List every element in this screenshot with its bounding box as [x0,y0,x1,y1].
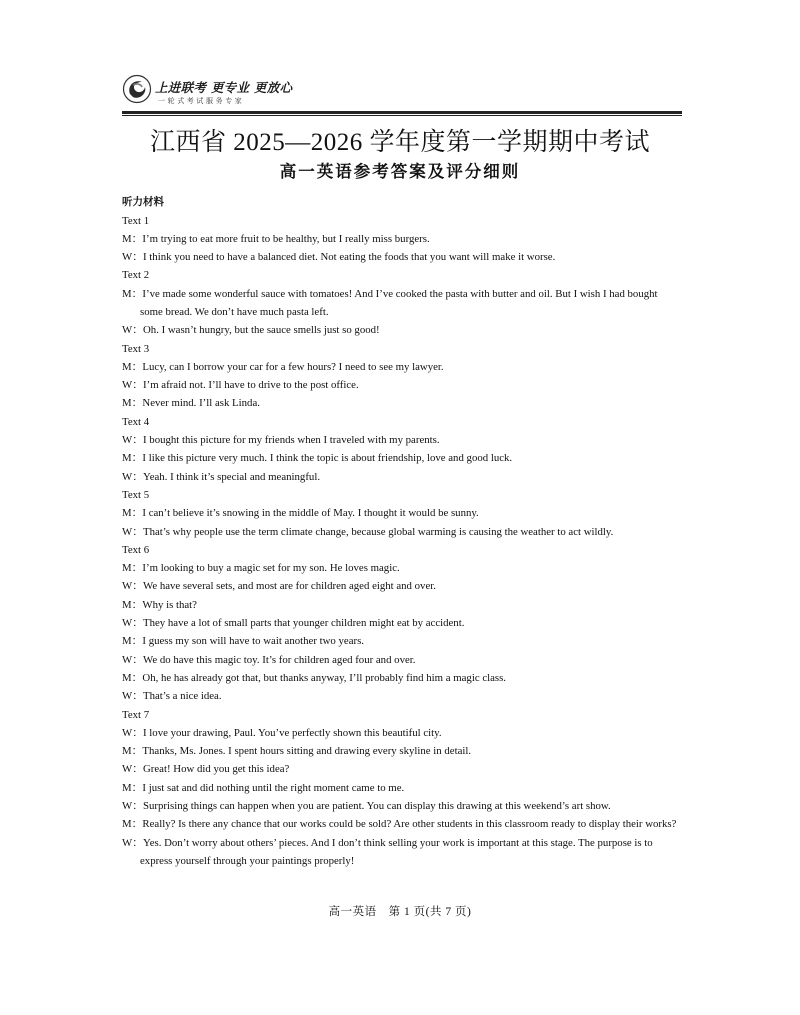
speaker-label: M [122,452,132,465]
speaker-separator: ： [131,360,143,373]
dialogue-text: I’m looking to buy a magic set for my son. He loves magic. [142,562,400,575]
listening-material [122,193,682,870]
speaker-separator: ： [131,598,143,611]
text-label: Text 5 [122,488,150,501]
speaker-separator: ： [132,580,143,593]
speaker-label: W [122,653,133,666]
dialogue-line [122,779,682,797]
speaker-separator: ： [131,287,143,300]
speaker-label: M [122,781,132,794]
dialogue-line [122,632,682,650]
text-label: Text 6 [122,543,150,556]
speaker-separator: ： [132,470,143,483]
dialogue-line [122,468,682,486]
speaker-label: W [122,525,133,538]
speaker-separator: ： [132,324,143,337]
dialogue-line [122,834,682,871]
dialogue-text: We do have this magic toy. It’s for children aged four and over. [143,653,416,666]
speaker-label: W [122,434,133,447]
dialogue-text: Great! How did you get this idea? [143,763,290,776]
speaker-label: W [122,836,133,849]
dialogue-text: I’ve made some wonderful sauce with tomatoes! And I’ve cooked the pasta with butter and oil. But I wish I had bought some bread. We don’t have much pasta left. [140,287,658,318]
speaker-separator: ： [132,525,143,538]
speaker-separator: ： [132,726,143,739]
page-header [122,74,682,114]
speaker-label: W [122,580,133,593]
dialogue-text: I’m trying to eat more fruit to be healthy, but I really miss burgers. [142,232,430,245]
speaker-label: M [122,360,132,373]
dialogue-line [122,724,682,742]
dialogue-line [122,449,682,467]
speaker-separator: ： [132,763,143,776]
speaker-separator: ： [131,397,143,410]
section-label: 听力材料 [122,196,164,208]
speaker-label: W [122,617,133,630]
dialogue-text: I can’t believe it’s snowing in the middle of May. I thought it would be sunny. [142,507,479,520]
dialogue-text: We have several sets, and most are for children aged eight and over. [143,580,436,593]
speaker-label: W [122,470,133,483]
speaker-label: W [122,251,133,264]
dialogue-text: I like this picture very much. I think the topic is about friendship, love and good luck. [142,452,513,465]
dialogue-line [122,321,682,339]
dialogue-line [122,577,682,595]
dialogue-text: Never mind. I’ll ask Linda. [142,397,260,410]
speaker-label: M [122,745,132,758]
dialogue-line [122,523,682,541]
dialogue-line [122,687,682,705]
speaker-label: W [122,800,133,812]
speaker-label: M [122,397,132,410]
dialogue-line [122,504,682,522]
speaker-separator: ： [131,635,143,648]
dialogue-line [122,651,682,669]
dialogue-line [122,431,682,449]
speaker-separator: ： [131,818,143,831]
dialogue-text: Oh, he has already got that, but thanks anyway, I’ll probably find him a magic class. [142,671,507,684]
dialogue-text: Surprising things can happen when you are patient. You can display this drawing at this weekend’s art show. [143,800,611,812]
speaker-separator: ： [132,379,143,392]
speaker-separator: ： [131,781,143,794]
dialogue-text: That’s why people use the term climate change, because global warming is causing the weather to act wildly. [143,525,614,538]
dialogue-text: Really? Is there any chance that our works could be sold? Are other students in this classroom ready to display their works? [142,818,677,831]
speaker-label: W [122,726,133,739]
speaker-separator: ： [132,434,143,447]
speaker-label: M [122,818,132,831]
dialogue-line [122,596,682,614]
speaker-separator: ： [132,653,143,666]
speaker-separator: ： [132,800,143,812]
page-footer: 高一英语 第 1 页(共 7 页) [328,906,472,918]
dialogue-text: I think you need to have a balanced diet. Not eating the foods that you want will make it worse. [143,251,556,264]
speaker-label: M [122,287,132,300]
dialogue-line [122,248,682,266]
speaker-label: W [122,763,133,776]
header-rule-thick [122,111,682,114]
dialogue-text: Oh. I wasn’t hungry, but the sauce smells just so good! [143,324,380,337]
speaker-separator: ： [131,452,143,465]
speaker-separator: ： [131,232,143,245]
speaker-label: M [122,507,132,520]
dialogue-text: Thanks, Ms. Jones. I spent hours sitting and drawing every skyline in detail. [142,745,472,758]
dialogue-text: That’s a nice idea. [143,690,222,703]
dialogue-line [122,559,682,577]
speaker-separator: ： [132,251,143,264]
speaker-separator: ： [132,617,143,630]
speaker-label: W [122,690,133,703]
dialogue-line [122,797,682,815]
text-list [122,212,682,871]
page-title: 江西省 2025—2026 学年度第一学期期中考试 [149,129,650,156]
dialogue-text: I just sat and did nothing until the right moment came to me. [142,781,405,794]
logo-slogan: 上进联考 更专业 更放心 [155,80,293,95]
speaker-label: W [122,324,133,337]
dialogue-line [122,815,682,833]
text-label: Text 1 [122,214,150,227]
swirl-logo-icon [122,74,152,104]
speaker-separator: ： [131,671,143,684]
dialogue-line [122,230,682,248]
speaker-label: M [122,232,132,245]
speaker-label: M [122,635,132,648]
text-label: Text 7 [122,708,150,721]
speaker-label: W [122,379,133,392]
dialogue-text: Lucy, can I borrow your car for a few hours? I need to see my lawyer. [142,360,444,373]
dialogue-line [122,376,682,394]
speaker-separator: ： [132,836,143,849]
header-rule-thin [122,115,682,116]
page-subtitle: 高一英语参考答案及评分细则 [279,162,521,181]
dialogue-line [122,742,682,760]
dialogue-line [122,760,682,778]
dialogue-line [122,358,682,376]
dialogue-text: They have a lot of small parts that younger children might eat by accident. [143,617,465,630]
speaker-label: M [122,671,132,684]
logo-subline: 一轮式考试服务专家 [158,97,245,105]
speaker-label: M [122,562,132,575]
speaker-label: M [122,598,132,611]
speaker-separator: ： [131,507,143,520]
dialogue-line [122,614,682,632]
dialogue-text: Yes. Don’t worry about others’ pieces. And I don’t think selling your work is important at this stage. The purpose is to express yourself through your paintings properly! [140,836,653,867]
dialogue-line [122,669,682,687]
dialogue-text: Why is that? [142,598,197,611]
dialogue-line [122,394,682,412]
dialogue-text: I bought this picture for my friends when I traveled with my parents. [143,434,440,447]
dialogue-text: I’m afraid not. I’ll have to drive to the post office. [143,379,359,392]
dialogue-text: Yeah. I think it’s special and meaningful. [143,470,321,483]
speaker-separator: ： [131,562,143,575]
dialogue-text: I guess my son will have to wait another two years. [142,635,364,648]
text-label: Text 2 [122,269,150,282]
text-label: Text 4 [122,415,150,428]
dialogue-line [122,285,682,322]
text-label: Text 3 [122,342,150,355]
speaker-separator: ： [131,745,143,758]
speaker-separator: ： [132,690,143,703]
dialogue-text: I love your drawing, Paul. You’ve perfectly shown this beautiful city. [143,726,442,739]
